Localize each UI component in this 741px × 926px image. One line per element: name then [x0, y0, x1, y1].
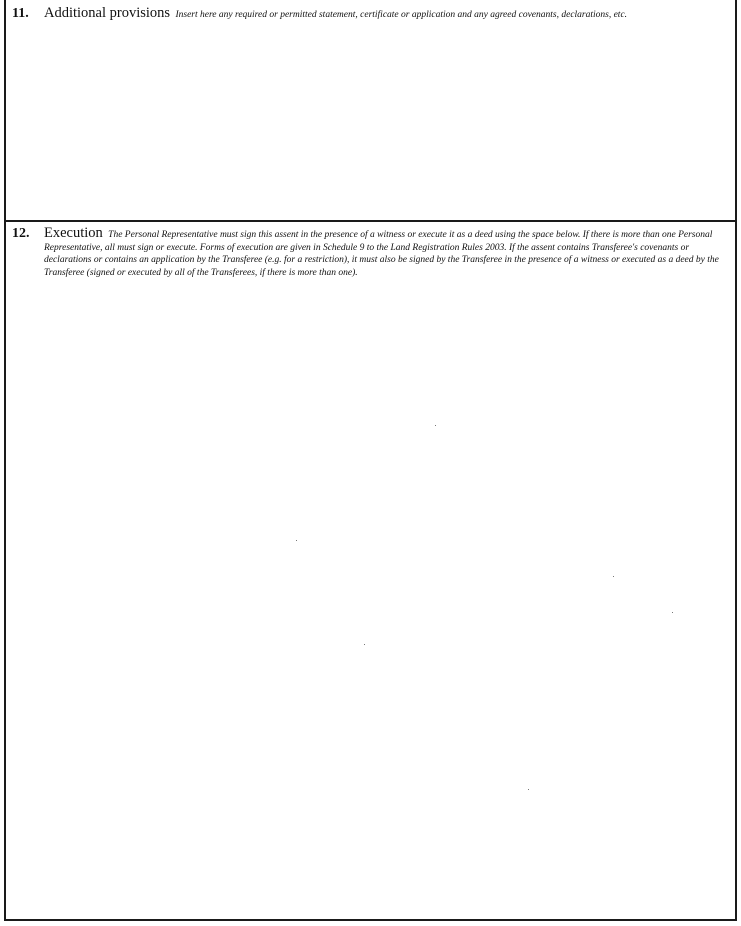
- additional-provisions-title: Additional provisions: [44, 5, 171, 21]
- execution-instruction: The Personal Representative must sign this assent in the presence of a witness or execute it as a deed using the space below. If there is more than one Personal Representative, all must sign or execute. Forms of execution are given in Schedule 9 to the Land Registration Rules 2003. If the assent contains Transferee's covenants or declarations or contains an application by the Transferee (e.g. for a restriction), it must also be signed by the Transferee in the presence of a witness or executed as a deed by the Transferee (signed or executed by all of the Transferees, if there is more than one).: [44, 230, 719, 278]
- additional-provisions-text: [44, 7, 727, 22]
- scan-speck: [364, 644, 365, 645]
- scan-speck: [435, 425, 436, 426]
- additional-provisions-instruction: Insert here any required or permitted statement, certificate or application and any agreed covenants, declarations, etc.: [175, 10, 628, 20]
- execution-header: [12, 227, 727, 279]
- execution-title: Execution: [44, 225, 103, 241]
- scan-speck: [613, 576, 614, 577]
- execution-text: [44, 227, 727, 279]
- scan-speck: [528, 789, 529, 790]
- section-12-number: 12.: [12, 226, 30, 241]
- form-frame: [4, 0, 737, 921]
- scan-speck: [296, 540, 297, 541]
- scan-speck: [672, 612, 673, 613]
- section-11-number: 11.: [12, 6, 29, 21]
- additional-provisions-header: [12, 7, 727, 22]
- additional-provisions-panel: [6, 0, 735, 222]
- execution-panel: [6, 222, 735, 919]
